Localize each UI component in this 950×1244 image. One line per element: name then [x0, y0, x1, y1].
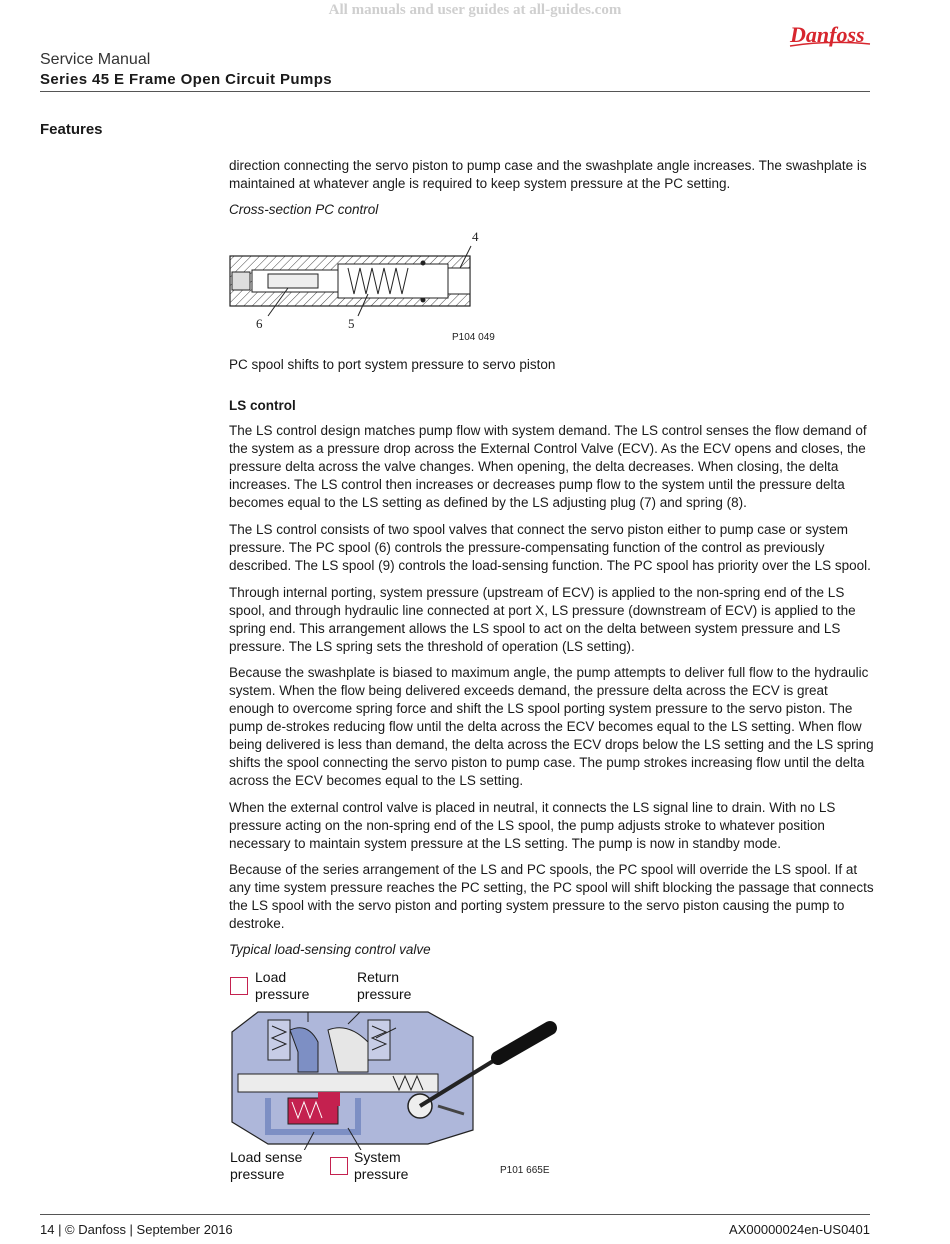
pressure-gauge-icon: [330, 1157, 348, 1175]
label-load-sense-pressure: Load sense pressure: [230, 1149, 303, 1182]
label-load-pressure: Load pressure: [255, 969, 310, 1002]
ls-paragraph-2-text: The LS control consists of two spool valves that connect the servo piston either to pump case or system pressure. The PC spool (6) controls the pressure-compensating function of the control as previously described. The LS spool (9) controls the load-sensing function. The PC spool has priority over the LS spool.: [229, 522, 871, 573]
pressure-gauge-icon: [230, 977, 248, 995]
intro-block: [229, 157, 874, 193]
section-title: Features: [40, 121, 103, 138]
ls-control-valve-diagram: [228, 1002, 558, 1150]
ls-paragraph-1: [229, 422, 874, 512]
ls-paragraph-2: [229, 521, 874, 575]
ls-paragraph-4-text: Because the swashplate is biased to maximum angle, the pump attempts to deliver full flow to the hydraulic system. When the flow being delivered exceeds demand, the pressure delta across the ECV is great enough to overcome spring force and shift the LS spool porting system pressure to the servo piston. The pump de-strokes reducing flow until the delta across the ECV becomes equal to the LS setting. When flow being delivered is less than demand, the delta across the ECV drops below the LS setting and the LS spring shifts the spool connecting the servo piston to pump case. The pump strokes increasing flow until the delta across the ECV becomes equal to the LS setting.: [229, 665, 874, 788]
ls-heading: LS control: [229, 398, 296, 413]
footer-right: AX00000024en-US0401: [729, 1222, 870, 1237]
figure1-caption: Cross-section PC control: [229, 202, 379, 217]
label-return-pressure: Return pressure: [357, 969, 412, 1002]
label-system-pressure: System pressure: [354, 1149, 409, 1182]
callout-4: 4: [472, 229, 479, 244]
doc-title: Series 45 E Frame Open Circuit Pumps: [40, 71, 333, 88]
figure1-description: PC spool shifts to port system pressure to servo piston: [229, 357, 556, 372]
footer-left: 14 | © Danfoss | September 2016: [40, 1222, 233, 1237]
danfoss-logo: [788, 18, 872, 52]
figure2-id: P101 665E: [500, 1165, 550, 1176]
ls-paragraph-4: [229, 664, 874, 790]
pc-control-cross-section: [228, 228, 488, 336]
watermark: All manuals and user guides at all-guides.com: [328, 2, 622, 18]
figure2-caption: Typical load-sensing control valve: [229, 942, 431, 957]
ls-paragraph-6-text: Because of the series arrangement of the LS and PC spools, the PC spool will override the LS spool. If at any time system pressure reaches the PC setting, the PC spool will shift blocking the passage that connects the LS spool with the servo piston and porting system pressure to the servo piston causing the pump to destroke.: [229, 862, 874, 931]
figure1-id: P104 049: [452, 332, 495, 343]
callout-5: 5: [348, 316, 355, 331]
header-rule: [40, 91, 870, 92]
svg-text:Danfoss: Danfoss: [790, 22, 865, 47]
intro-paragraph: direction connecting the servo piston to pump case and the swashplate angle increases. The swashplate is maintained at whatever angle is required to keep system pressure at the PC setting.: [229, 158, 867, 191]
ls-paragraph-3-text: Through internal porting, system pressure (upstream of ECV) is applied to the non-spring end of the LS spool, and through hydraulic line connected at port X, LS pressure (downstream of ECV) is applied to the spring end. This arrangement allows the LS spool to act on the delta between system pressure and LS pressure. The LS spring sets the threshold of operation (LS setting).: [229, 585, 856, 654]
callout-6: 6: [256, 316, 263, 331]
ls-paragraph-3: [229, 584, 874, 656]
ls-paragraph-5: [229, 799, 874, 853]
ls-paragraph-5-text: When the external control valve is placed in neutral, it connects the LS signal line to drain. With no LS pressure acting on the non-spring end of the LS spool, the pump adjusts stroke to whatever position necessary to maintain system pressure at the LS setting. The pump is now in standby mode.: [229, 800, 836, 851]
ls-paragraph-1-text: The LS control design matches pump flow with system demand. The LS control senses the flow demand of the system as a pressure drop across the External Control Valve (ECV). As the ECV opens and closes, the pressure delta across the valve changes. When opening, the delta decreases. When closing, the delta increases. The LS control then increases or decreases pump flow to the system until the pressure delta becomes equal to the LS setting as defined by the LS adjusting plug (7) and spring (8).: [229, 423, 867, 510]
footer-rule: [40, 1214, 870, 1215]
doc-type: Service Manual: [40, 51, 151, 68]
ls-paragraph-6: [229, 861, 874, 933]
